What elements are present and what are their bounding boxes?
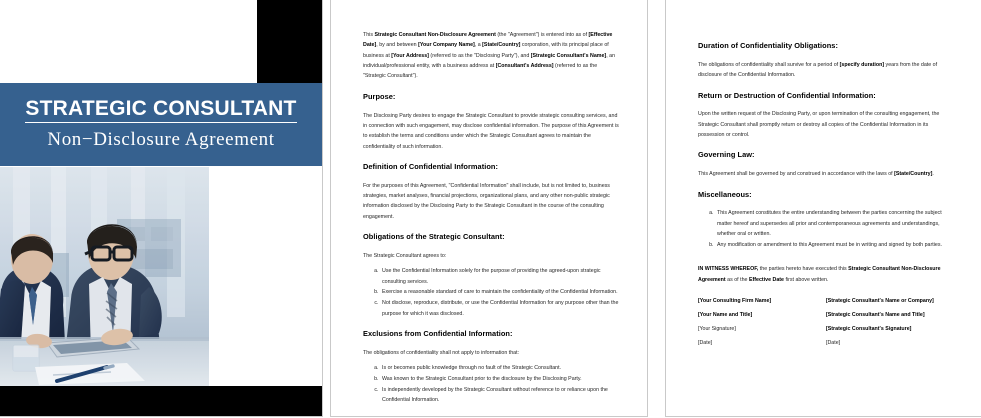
signature-firm-name: [Your Consulting Firm Name]: [698, 297, 772, 304]
witness-text-1: the parties hereto have executed this: [758, 266, 849, 273]
witness-agreement-name: Strategic Consultant Non-Disclosure Agreement: [698, 266, 941, 283]
heading-governing-law: Governing Law:: [698, 150, 755, 160]
governing-text-2: .: [932, 171, 934, 178]
placeholder-consultant-address: [Consultant's Address]: [495, 62, 554, 69]
signature-row: [698, 312, 954, 319]
obligations-list: [363, 266, 619, 319]
heading-obligations: Obligations of the Strategic Consultant:: [363, 232, 505, 242]
cover-photo: [0, 167, 209, 387]
miscellaneous-list: [698, 208, 954, 250]
intro-text-8: (referred to as the "Strategic Consultant").: [363, 62, 598, 80]
witness-text-2: as of the: [725, 276, 749, 283]
signature-consultant-date: [Date]: [826, 339, 841, 346]
heading-return-destruction: Return or Destruction of Confidential Information:: [698, 90, 876, 100]
list-item: b. Was known to the Strategic Consultant prior to the disclosure by the Disclosing Party.: [380, 374, 619, 384]
governing-paragraph: [698, 169, 954, 179]
intro-text-4: , a: [474, 42, 483, 49]
placeholder-state-country: [State/Country]: [482, 42, 521, 49]
witness-lead: IN WITNESS WHEREOF,: [698, 266, 759, 273]
placeholder-governing-state: [State/Country]: [894, 171, 933, 178]
cover-title-banner: [0, 83, 323, 166]
obligations-lead: The Strategic Consultant agrees to:: [363, 252, 447, 259]
governing-text-1: This Agreement shall be governed by and construed in accordance with the laws of: [698, 171, 895, 178]
signature-your-date: [Date]: [698, 339, 713, 346]
list-item: a. Is or becomes public knowledge through no fault of the Strategic Consultant.: [380, 363, 619, 373]
intro-text-7: , an individual/professional entity, with a business address at: [363, 52, 616, 69]
heading-purpose: Purpose:: [363, 91, 396, 101]
witness-paragraph: [698, 264, 954, 285]
exclusions-lead: The obligations of confidentiality shall not apply to information that:: [363, 349, 520, 356]
list-item: b. Any modification or amendment to this Agreement must be in writing and signed by both parties.: [715, 240, 954, 250]
witness-effective-date: Effective Date: [748, 276, 784, 283]
signature-row: [698, 326, 954, 333]
page-gap-1: [323, 0, 330, 418]
signature-block: [698, 298, 954, 347]
signature-your-name-title: [Your Name and Title]: [698, 311, 753, 318]
return-paragraph: Upon the written request of the Disclosing Party, or upon termination of the consulting engagement, the Strategic Consultant shall promptly return or destroy all copies of the Confidential Information in its possession or control.: [698, 111, 940, 139]
list-item: c. Is independently developed by the Strategic Consultant without reference to or reliance upon the Confidential Information.: [380, 385, 619, 406]
duration-text-1: The obligations of confidentiality shall survive for a period of: [698, 61, 840, 68]
purpose-paragraph: The Disclosing Party desires to engage the Strategic Consultant to provide strategic consulting services, and in connection with such engagement, may disclose confidential information. The purpose of this Agreement is to establish the terms and conditions under which the Strategic Consultant agrees to maintain the confidentiality of such information.: [363, 112, 619, 150]
placeholder-company-name: [Your Company Name]: [418, 42, 475, 49]
businessmen-photo-illustration: [0, 167, 209, 387]
signature-consultant-name-title: [Strategic Consultant's Name and Title]: [826, 311, 925, 318]
cover-black-top-block: [257, 0, 323, 83]
heading-definition: Definition of Confidential Information:: [363, 161, 498, 171]
intro-text-6: (referred to as the "Disclosing Party"), and: [428, 52, 531, 59]
cover-subtitle: Non−Disclosure Agreement: [47, 129, 275, 151]
heading-miscellaneous: Miscellaneous:: [698, 189, 752, 199]
signature-consultant-company: [Strategic Consultant's Name or Company]: [826, 297, 934, 304]
witness-text-3: first above written.: [783, 276, 829, 283]
intro-paragraph: [363, 30, 619, 82]
signature-consultant-signature: [Strategic Consultant's Signature]: [826, 325, 912, 332]
page-3-content: [698, 42, 954, 354]
heading-exclusions: Exclusions from Confidential Information:: [363, 328, 513, 338]
page-2-terms[interactable]: [330, 0, 648, 417]
intro-text-3: , by and between: [376, 42, 419, 49]
exclusions-list: [363, 363, 619, 405]
heading-duration: Duration of Confidentiality Obligations:: [698, 41, 838, 50]
cover-black-bottom-bar: [0, 386, 323, 416]
duration-text-2: years from the date of disclosure of the Confidential Information.: [698, 61, 938, 79]
list-item: c. Not disclose, reproduce, distribute, or use the Confidential Information for any purpose other than the purpose for which it was disclosed.: [380, 298, 619, 319]
intro-agreement-name: Strategic Consultant Non-Disclosure Agreement: [374, 32, 496, 38]
placeholder-your-address: [Your Address]: [391, 52, 429, 59]
page-3-terms[interactable]: [665, 0, 981, 417]
placeholder-consultant-name: [Strategic Consultant's Name]: [530, 52, 607, 59]
page-gap-2: [648, 0, 665, 418]
placeholder-specify-duration: [specify duration]: [839, 61, 885, 68]
intro-text-2: (the "Agreement") is entered into as of: [495, 32, 589, 38]
signature-row: [698, 340, 954, 347]
page-1-cover[interactable]: [0, 0, 323, 417]
placeholder-effective-date: [Effective Date]: [363, 32, 613, 49]
cover-title: STRATEGIC CONSULTANT: [25, 98, 296, 123]
list-item: a. This Agreement constitutes the entire understanding between the parties concerning the subject matter hereof and supersedes all prior and contemporaneous agreements and understandings, whether oral or written.: [715, 208, 954, 239]
list-item: b. Exercise a reasonable standard of care to maintain the confidentiality of the Confidential Information.: [380, 287, 619, 297]
duration-paragraph: [698, 60, 954, 81]
signature-your-signature: [Your Signature]: [698, 325, 736, 332]
intro-text-5: corporation, with its principal place of business at: [363, 42, 609, 59]
signature-row: [698, 298, 954, 305]
definition-paragraph: For the purposes of this Agreement, "Confidential Information" shall include, but is not limited to, business strategies, market analyses, financial projections, organizational plans, and any other non-public strategic information disclosed by the Disclosing Party to the Strategic Consultant in the course of the consulting engagement.: [363, 182, 610, 220]
list-item: a. Use the Confidential Information solely for the purpose of providing the agreed-upon strategic consulting services.: [380, 266, 619, 287]
page-2-content: [363, 30, 619, 416]
intro-text-1: This: [363, 32, 375, 38]
